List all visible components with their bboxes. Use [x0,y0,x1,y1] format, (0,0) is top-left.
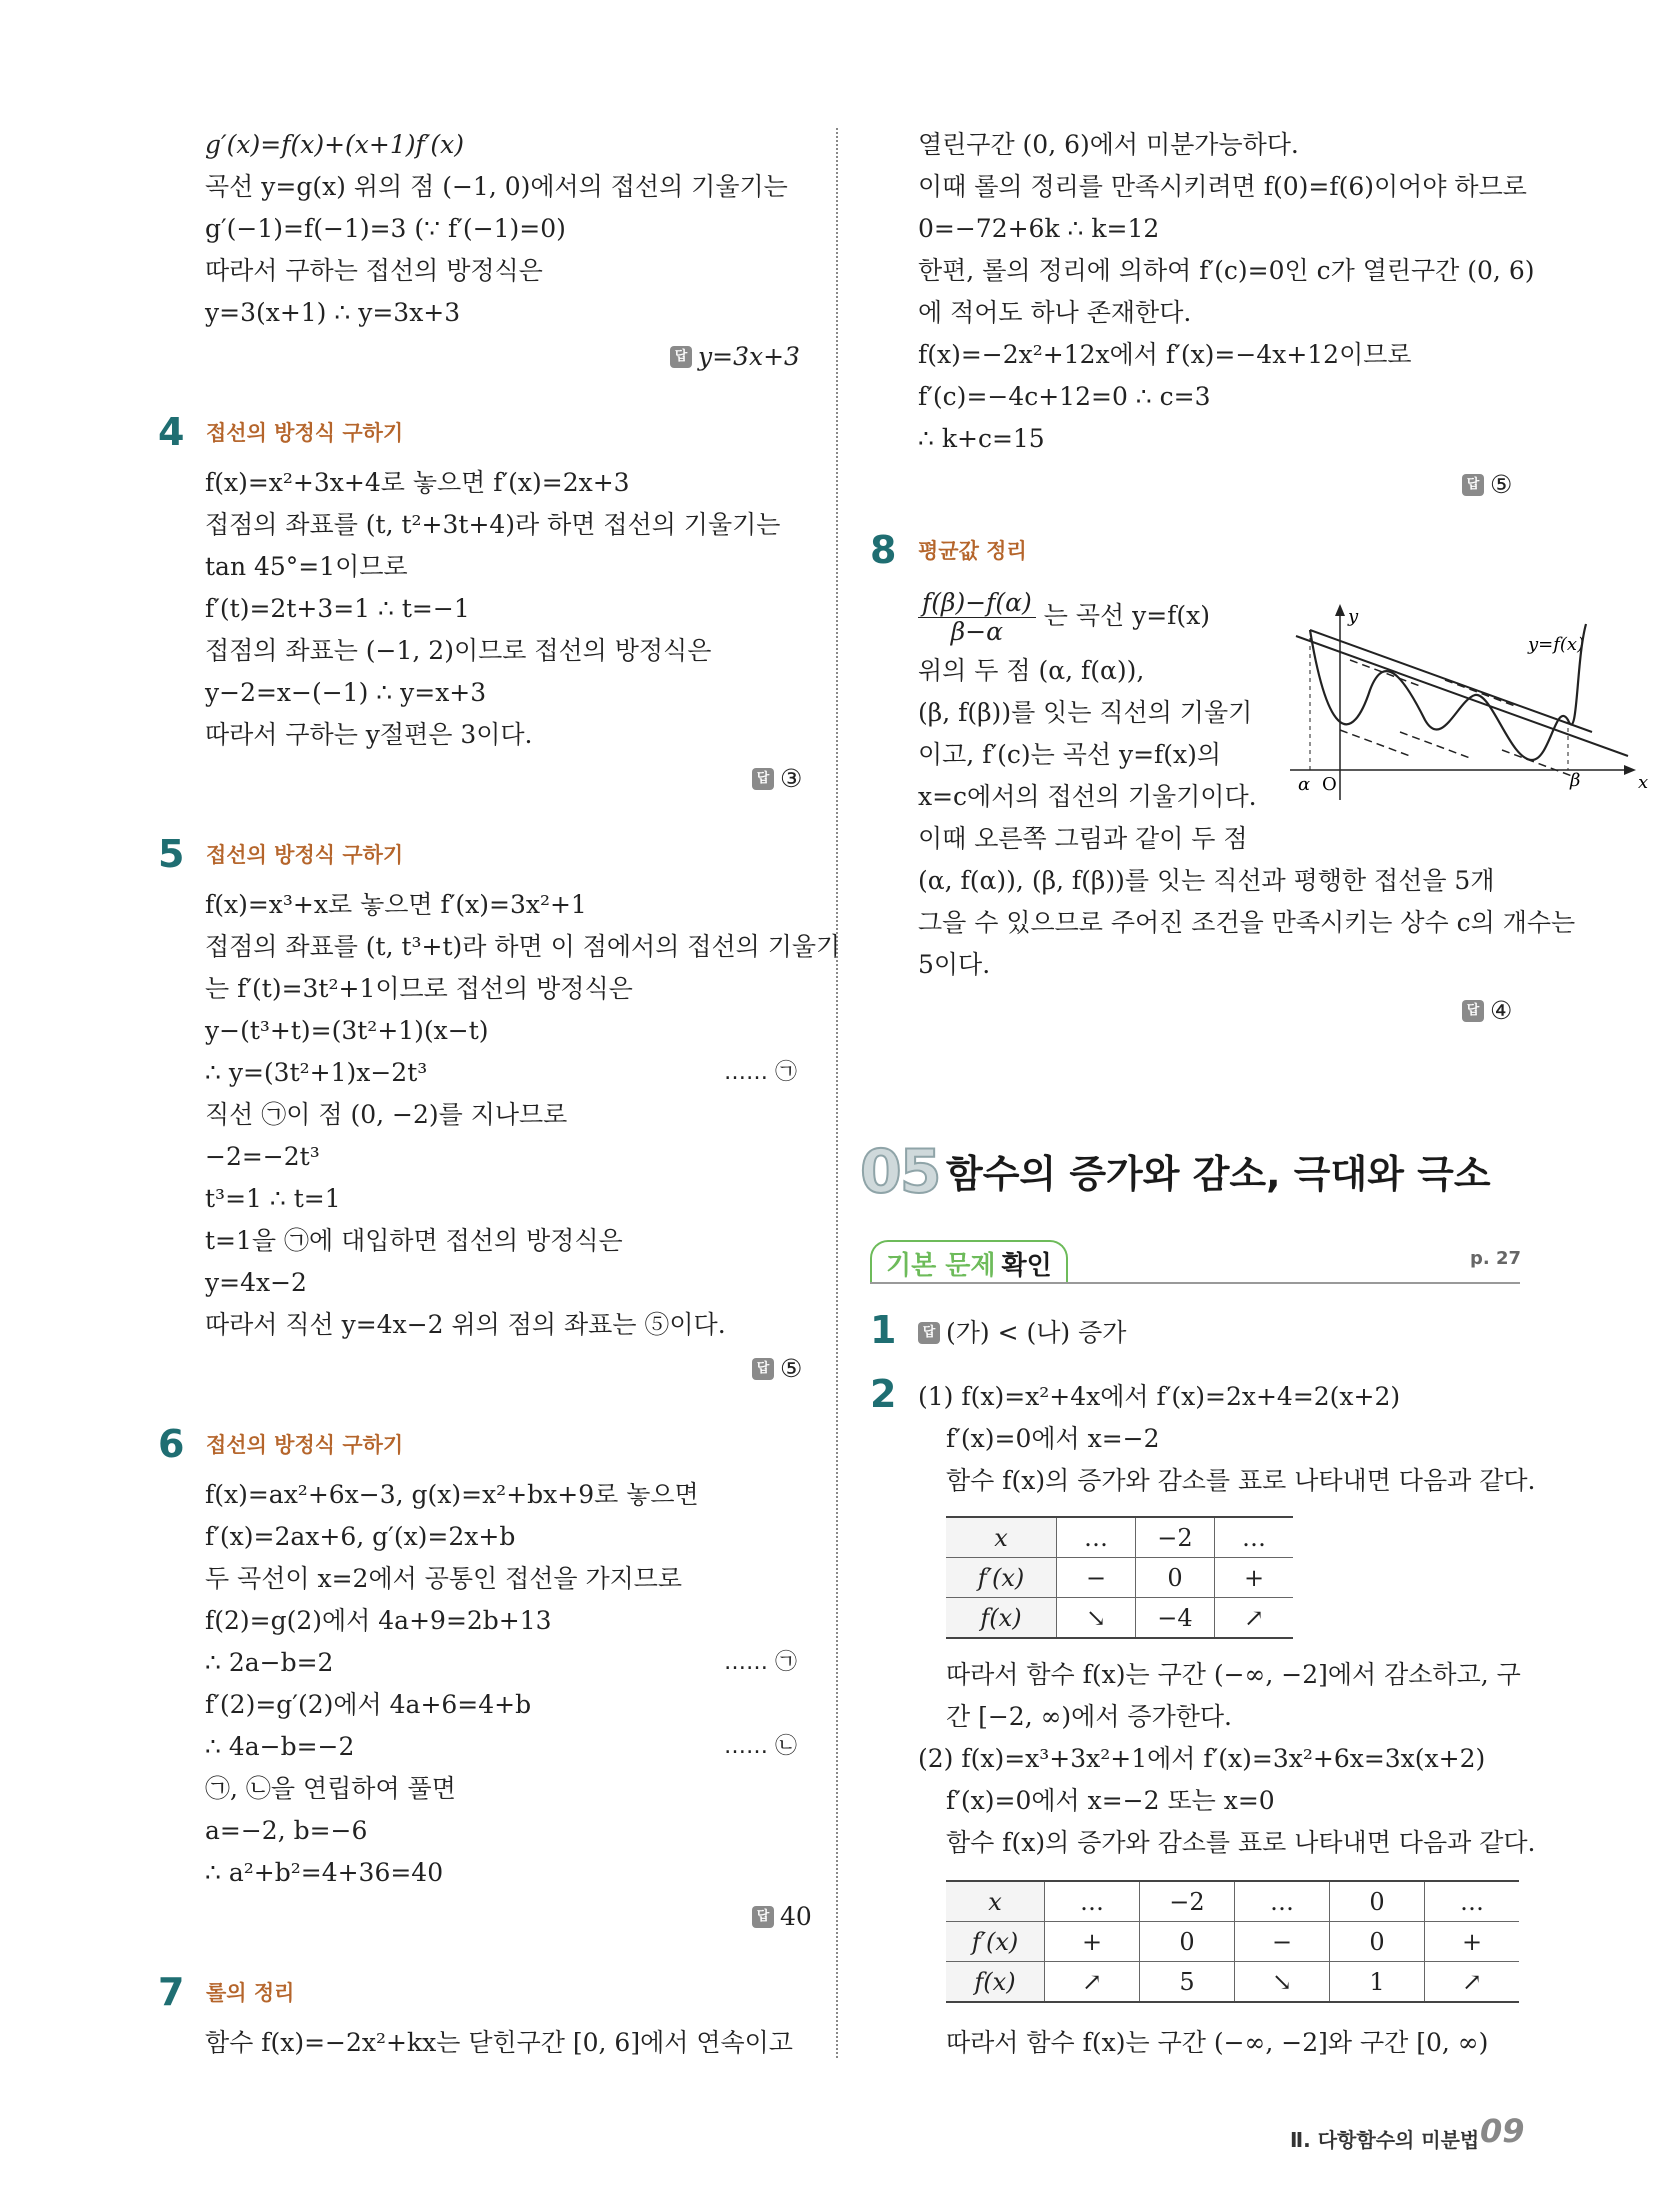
table-cell: f′(x) [946,1558,1057,1598]
page-number: 09 [1480,2112,1525,2150]
y-axis-label: y [1348,606,1359,627]
beta-label: β [1570,770,1581,791]
problem-title: 접선의 방정식 구하기 [206,1433,404,1457]
answer-value: (가) < (나) 증가 [946,1318,1127,1347]
text-line: 접점의 좌표를 (t, t²+3t+4)라 하면 접선의 기울기는 [205,510,781,539]
table-cell: + [1045,1922,1140,1962]
text-line: 이때 오른쪽 그림과 같이 두 점 [918,824,1248,853]
answer-icon: 답 [1462,474,1484,496]
problem-number: 5 [158,832,185,876]
table-row [946,1517,1293,1558]
text-line: 함수 f(x)=−2x²+kx는 닫힌구간 [0, 6]에서 연속이고 [205,2028,793,2057]
table-cell: … [1215,1517,1294,1558]
text-line: 따라서 직선 y=4x−2 위의 점의 좌표는 ⑤이다. [205,1310,726,1339]
text-line: 간 [−2, ∞)에서 증가한다. [946,1702,1232,1731]
text-line: f′(x)=2ax+6, g′(x)=2x+b [205,1522,516,1551]
mean-value-graph [1280,600,1654,810]
table-cell: − [1235,1922,1330,1962]
fraction-denominator: β−α [950,617,1004,646]
table-cell: 0 [1136,1558,1215,1598]
text-line: 따라서 구하는 접선의 방정식은 [205,256,543,285]
text-line: (2) f(x)=x³+3x²+1에서 f′(x)=3x²+6x=3x(x+2) [918,1744,1486,1773]
table-cell: ↗ [1425,1962,1520,2003]
table-cell: … [1045,1881,1140,1922]
text-line: t³=1 ∴ t=1 [205,1184,341,1213]
text-line: f(x)=−2x²+12x에서 f′(x)=−4x+12이므로 [918,340,1412,369]
answer-icon: 답 [752,1358,774,1380]
text-line: (β, f(β))를 잇는 직선의 기울기 [918,698,1253,727]
table-cell: 0 [1330,1922,1425,1962]
table-row [946,1922,1519,1962]
text-line: f(2)=g(2)에서 4a+9=2b+13 [205,1606,552,1635]
text-line: f(x)=ax²+6x−3, g(x)=x²+bx+9로 놓으면 [205,1480,699,1509]
answer-line [1462,470,1512,500]
variation-table-1 [946,1516,1293,1639]
text-line: 함수 f(x)의 증가와 감소를 표로 나타내면 다음과 같다. [946,1466,1536,1495]
text-line: −2=−2t³ [205,1142,320,1171]
mean-value-fraction [918,589,1036,646]
text-line: 곡선 y=g(x) 위의 점 (−1, 0)에서의 접선의 기울기는 [205,172,788,201]
answer-value: 40 [780,1902,812,1931]
text-line: g′(−1)=f(−1)=3 (∵ f′(−1)=0) [205,214,566,243]
table-cell: 0 [1140,1922,1235,1962]
table-cell: f′(x) [946,1922,1045,1962]
column-divider [836,128,838,2058]
table-cell: + [1425,1922,1520,1962]
table-cell: −4 [1136,1598,1215,1639]
text-line: f′(2)=g′(2)에서 4a+6=4+b [205,1690,532,1719]
text-line: 함수 f(x)의 증가와 감소를 표로 나타내면 다음과 같다. [946,1828,1536,1857]
table-cell: x [946,1517,1057,1558]
variation-table-2 [946,1880,1519,2003]
text-line: 한편, 롤의 정리에 의하여 f′(c)=0인 c가 열린구간 (0, 6) [918,256,1535,285]
text-line: 위의 두 점 (α, f(α)), [918,656,1145,685]
table-cell: 1 [1330,1962,1425,2003]
chapter-title: 함수의 증가와 감소, 극대와 극소 [946,1152,1491,1196]
table-cell: 5 [1140,1962,1235,2003]
equation-marker: …… ㉡ [724,1734,797,1759]
problem-title: 접선의 방정식 구하기 [206,421,404,445]
text-line: 0=−72+6k ∴ k=12 [918,214,1160,243]
text-line: tan 45°=1이므로 [205,552,408,581]
answer-value: ⑤ [780,1354,803,1383]
text-inline: 는 곡선 y=f(x) [1043,601,1211,630]
text-line: g′(x)=f(x)+(x+1)f′(x) [205,130,465,159]
table-row [946,1558,1293,1598]
text-line: 열린구간 (0, 6)에서 미분가능하다. [918,130,1299,159]
answer-value: y=3x+3 [698,342,800,371]
problem-title: 접선의 방정식 구하기 [206,843,404,867]
table-row [946,1962,1519,2003]
table-cell: ↘ [1235,1962,1330,2003]
problem-number: 4 [158,410,185,454]
basic-label-green: 기본 문제 [886,1250,996,1281]
answer-icon: 답 [1462,1000,1484,1022]
text-line: f′(c)=−4c+12=0 ∴ c=3 [918,382,1211,411]
text-line: 접점의 좌표를 (t, t³+t)라 하면 이 점에서의 접선의 기울기 [205,932,841,961]
problem-title: 롤의 정리 [206,1981,295,2005]
text-line: ∴ 4a−b=−2 [205,1732,355,1761]
text-line: 따라서 함수 f(x)는 구간 (−∞, −2]와 구간 [0, ∞) [946,2028,1489,2057]
table-cell: −2 [1140,1881,1235,1922]
text-line: ∴ k+c=15 [918,424,1045,453]
footer-chapter: Ⅱ. 다항함수의 미분법 [1290,2128,1480,2152]
text-line: f′(x)=0에서 x=−2 [946,1424,1160,1453]
table-row [946,1598,1293,1639]
table-cell: f(x) [946,1962,1045,2003]
chapter-number: 05 [860,1137,940,1207]
text-line: 는 f′(t)=3t²+1이므로 접선의 방정식은 [205,974,633,1003]
table-cell: 0 [1330,1881,1425,1922]
table-cell: ↘ [1057,1598,1136,1639]
text-line: ∴ 2a−b=2 [205,1648,334,1677]
table-cell: f(x) [946,1598,1057,1639]
answer-value: ④ [1490,996,1513,1025]
text-line: 따라서 함수 f(x)는 구간 (−∞, −2]에서 감소하고, 구 [946,1660,1521,1689]
y-axis-arrow [1335,604,1345,616]
table-cell: … [1425,1881,1520,1922]
page-reference: p. 27 [1470,1248,1522,1269]
problem-number: 6 [158,1422,185,1466]
tangent-line-2 [1350,660,1420,686]
fraction-numerator: f(β)−f(α) [918,589,1036,618]
table-row [946,1881,1519,1922]
answer-line [752,1902,812,1932]
text-line: 5이다. [918,950,991,979]
answer-line [670,342,800,372]
x-axis-arrow [1624,765,1636,775]
question-number: 1 [870,1308,897,1352]
text-line: ∴ y=(3t²+1)x−2t³ [205,1058,428,1087]
text-line: f(x)=x³+x로 놓으면 f′(x)=3x²+1 [205,890,587,919]
answer-icon: 답 [918,1322,940,1344]
answer-value: ③ [780,764,803,793]
basic-rule [870,1282,1520,1284]
answer-icon: 답 [670,346,692,368]
answer-line [1462,996,1512,1026]
text-line: ㉠, ㉡을 연립하여 풀면 [205,1774,456,1803]
fraction-line [918,588,1210,648]
problem-title: 평균값 정리 [918,539,1027,563]
table-cell: … [1057,1517,1136,1558]
answer-value: ⑤ [1490,470,1513,499]
table-cell: … [1235,1881,1330,1922]
table-cell: + [1215,1558,1294,1598]
text-line: x=c에서의 접선의 기울기이다. [918,782,1257,811]
text-line: 따라서 구하는 y절편은 3이다. [205,720,533,749]
text-line: f(x)=x²+3x+4로 놓으면 f′(x)=2x+3 [205,468,630,497]
equation-marker: …… ㉠ [724,1650,797,1675]
answer-icon: 답 [752,768,774,790]
text-line: y=4x−2 [205,1268,307,1297]
answer-line [752,1354,802,1384]
basic-label-dark: 확인 [1001,1250,1052,1281]
equation-marker: …… ㉠ [724,1060,797,1085]
text-line: 이때 롤의 정리를 만족시키려면 f(0)=f(6)이어야 하므로 [918,172,1527,201]
text-line: y=3(x+1) ∴ y=3x+3 [205,298,461,327]
text-line: f′(x)=0에서 x=−2 또는 x=0 [946,1786,1275,1815]
table-cell: ↗ [1215,1598,1294,1639]
question-number: 2 [870,1372,897,1416]
alpha-label: α [1298,774,1311,795]
x-axis-label: x [1638,772,1649,793]
text-line: 두 곡선이 x=2에서 공통인 접선을 가지므로 [205,1564,683,1593]
text-line: a=−2, b=−6 [205,1816,368,1845]
answer-icon: 답 [752,1906,774,1928]
tangent-line-5 [1502,750,1572,776]
text-line: t=1을 ㉠에 대입하면 접선의 방정식은 [205,1226,623,1255]
text-line: (α, f(α)), (β, f(β))를 잇는 직선과 평행한 접선을 5개 [918,866,1495,895]
text-line: 이고, f′(c)는 곡선 y=f(x)의 [918,740,1222,769]
problem-number: 8 [870,528,897,572]
table-cell: ↗ [1045,1962,1140,2003]
problem-number: 7 [158,1970,185,2014]
tangent-line-1 [1340,730,1410,756]
curve-label: y=f(x) [1528,634,1585,655]
text-line: y−2=x−(−1) ∴ y=x+3 [205,678,487,707]
text-line: (1) f(x)=x²+4x에서 f′(x)=2x+4=2(x+2) [918,1382,1401,1411]
text-line: 직선 ㉠이 점 (0, −2)를 지나므로 [205,1100,568,1129]
text-line: 접점의 좌표는 (−1, 2)이므로 접선의 방정식은 [205,636,712,665]
answer-line [918,1318,1126,1348]
tangent-line-3 [1400,732,1470,758]
origin-label: O [1322,774,1337,795]
table-cell: x [946,1881,1045,1922]
table-cell: −2 [1136,1517,1215,1558]
text-line: y−(t³+t)=(3t²+1)(x−t) [205,1016,489,1045]
text-line: 에 적어도 하나 존재한다. [918,298,1192,327]
text-line: 그을 수 있으므로 주어진 조건을 만족시키는 상수 c의 개수는 [918,908,1576,937]
table-cell: − [1057,1558,1136,1598]
basic-problems-label [870,1240,1068,1284]
text-line: ∴ a²+b²=4+36=40 [205,1858,444,1887]
text-line: f′(t)=2t+3=1 ∴ t=−1 [205,594,470,623]
answer-line [752,764,802,794]
